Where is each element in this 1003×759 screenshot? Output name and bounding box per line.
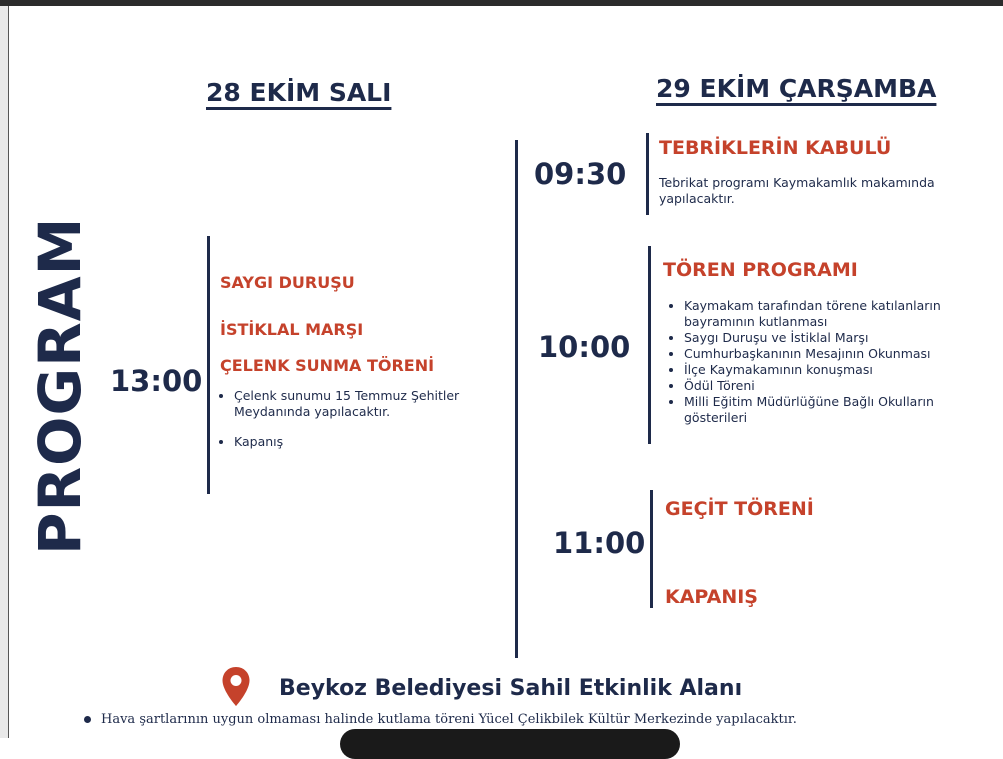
- day1-title: 28 EKİM SALI: [206, 78, 392, 107]
- window-left-edge: [0, 6, 9, 738]
- slot1-heading: TEBRİKLERİN KABULÜ: [659, 137, 892, 159]
- slot2-bullet-konusma: • İlçe Kaymakamının konuşması: [684, 362, 988, 378]
- day1-divider: [207, 236, 210, 494]
- program-side-title: PROGRAM: [26, 216, 94, 555]
- slot2-bullet-kutlama: • Kaymakam tarafından törene katılanların bayramının kutlanması: [684, 298, 988, 330]
- slot3-divider: [650, 490, 653, 608]
- slot2-time: 10:00: [538, 330, 631, 364]
- slot2-bullet-odul: • Ödül Töreni: [684, 378, 988, 394]
- day1-time: 13:00: [110, 364, 203, 398]
- footer-note-text: Hava şartlarının uygun olmaması halinde kutlama töreni Yücel Çelikbilek Kültür Merkezinde yapılacaktır.: [101, 712, 797, 727]
- footer-bullet-dot: [84, 716, 91, 723]
- day1-item-saygi-durusu: SAYGI DURUŞU: [220, 273, 355, 292]
- day1-bullet-list: [218, 388, 508, 450]
- day2-title: 29 EKİM ÇARŞAMBA: [656, 74, 937, 103]
- slot2-bullet-mesaj: • Cumhurbaşkanının Mesajının Okunması: [684, 346, 988, 362]
- day1-bullet-kapanis: • Kapanış: [234, 434, 508, 450]
- location-text: Beykoz Belediyesi Sahil Etkinlik Alanı: [279, 676, 743, 701]
- footer-note: [84, 712, 797, 727]
- bottom-overlay-control: [340, 729, 680, 759]
- day1-item-istiklal-marsi: İSTİKLAL MARŞI: [220, 320, 364, 339]
- slot3-time: 11:00: [553, 526, 646, 560]
- slot2-bullet-gosteriler: • Milli Eğitim Müdürlüğüne Bağlı Okulların gösterileri: [684, 394, 988, 426]
- slot1-time: 09:30: [534, 157, 627, 191]
- day1-item-celenk-sunma: ÇELENK SUNMA TÖRENİ: [220, 356, 435, 375]
- slot1-divider: [646, 133, 649, 215]
- center-divider: [515, 140, 518, 658]
- slot1-description: Tebrikat programı Kaymakamlık makamında yapılacaktır.: [659, 175, 935, 206]
- slot2-bullet-saygi: • Saygı Duruşu ve İstiklal Marşı: [684, 330, 988, 346]
- location-pin-icon: [221, 666, 251, 708]
- slot3-heading: GEÇİT TÖRENİ: [665, 498, 814, 520]
- slot2-divider: [648, 246, 651, 444]
- slot2-bullet-list: [668, 298, 988, 426]
- slot2-heading: TÖREN PROGRAMI: [663, 259, 858, 281]
- day1-bullet-celenk: • Çelenk sunumu 15 Temmuz Şehitler Meydanında yapılacaktır.: [234, 388, 508, 420]
- window-top-bar: [0, 0, 1003, 6]
- slot3-closing: KAPANIŞ: [665, 586, 758, 608]
